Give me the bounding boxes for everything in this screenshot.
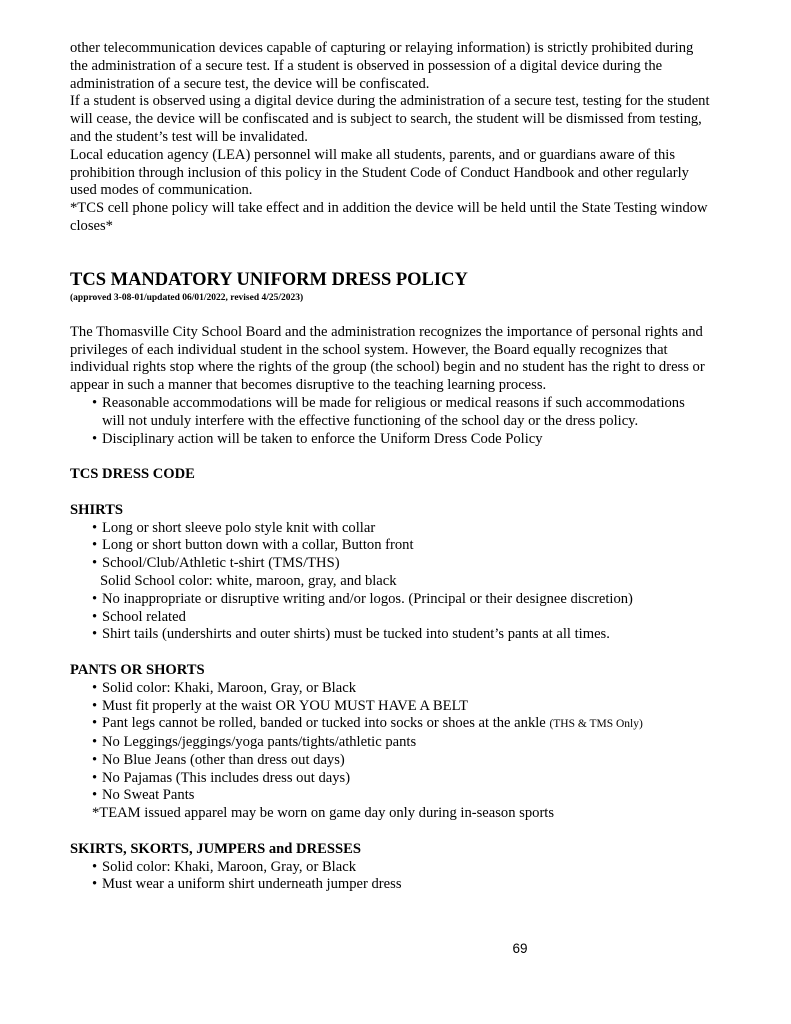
intro-paragraph-3: Local education agency (LEA) personnel will make all students, parents, and or guardians aware of this prohibition through inclusion of this policy in the Student Code of Conduct Handbook and other regularly used modes of communication. — [70, 146, 689, 199]
policy-title: TCS MANDATORY UNIFORM DRESS POLICY — [70, 269, 468, 290]
intro-paragraph-1: other telecommunication devices capable of capturing or relaying information) is strictly prohibited during the administration of a secure test. If a student is observed in possession of a digital device during the administration of a secure test, the device will be confiscated. — [70, 40, 694, 92]
policy-paragraph: The Thomasville City School Board and the administration recognizes the importance of personal rights and privileges of each individual student in the school system. However, the Board equally recognizes that individual rights stop where the rights of the group (the school) begin and no student has the right to dress or appear in such a manner that becomes disruptive to the teaching learning process. — [70, 323, 705, 394]
pants-item-7: • No Sweat Pants — [92, 787, 710, 805]
intro-paragraph-2: If a student is observed using a digital device during the administration of a secure test, testing for the student will cease, the device will be confiscated and is subject to search, the student will be dismissed from testing, and the student’s test will be invalidated. — [70, 93, 710, 145]
policy-bullet-list — [70, 395, 710, 448]
dress-code-title: TCS DRESS CODE — [70, 466, 195, 483]
intro-paragraph-4: *TCS cell phone policy will take effect and in addition the device will be held until the State Testing window closes* — [70, 200, 708, 234]
skirts-heading: SKIRTS, SKORTS, JUMPERS and DRESSES — [70, 840, 361, 857]
shirts-item-6: • Shirt tails (undershirts and outer shirts) must be tucked into student’s pants at all times. — [92, 626, 710, 644]
pants-item-3-note: (THS & TMS Only) — [549, 718, 643, 731]
pants-heading: PANTS OR SHORTS — [70, 661, 205, 678]
document-page — [70, 40, 710, 894]
policy-bullet-2: • Disciplinary action will be taken to enforce the Uniform Dress Code Policy — [92, 431, 710, 449]
policy-bullet-1: • Reasonable accommodations will be made for religious or medical reasons if such accommodations will not unduly interfere with the effective functioning of the school day or the dress policy. — [92, 395, 710, 431]
shirts-item-5: • School related — [92, 609, 710, 627]
page-number: 69 — [512, 941, 528, 956]
skirts-item-2: • Must wear a uniform shirt underneath jumper dress — [92, 876, 710, 894]
pants-item-2: • Must fit properly at the waist OR YOU MUST HAVE A BELT — [92, 698, 710, 716]
pants-item-6: • No Pajamas (This includes dress out days) — [92, 770, 710, 788]
policy-approved-dates: (approved 3-08-01/updated 06/01/2022, revised 4/25/2023) — [70, 292, 304, 303]
pants-item-5: • No Blue Jeans (other than dress out days) — [92, 752, 710, 770]
pants-team-note: *TEAM issued apparel may be worn on game day only during in-season sports — [92, 805, 555, 822]
shirts-list — [70, 520, 710, 573]
pants-item-1: • Solid color: Khaki, Maroon, Gray, or Black — [92, 680, 710, 698]
shirts-item-4: • No inappropriate or disruptive writing and/or logos. (Principal or their designee discretion) — [92, 591, 710, 609]
pants-item-3-text: Pant legs cannot be rolled, banded or tucked into socks or shoes at the ankle — [102, 715, 546, 732]
skirts-list — [70, 859, 710, 895]
pants-item-4: • No Leggings/jeggings/yoga pants/tights/athletic pants — [92, 734, 710, 752]
shirts-school-color-line: Solid School color: white, maroon, gray, and black — [100, 572, 397, 589]
pants-item-3 — [92, 715, 710, 734]
pants-list — [70, 680, 710, 806]
shirts-item-2: • Long or short button down with a collar, Button front — [92, 537, 710, 555]
shirts-heading: SHIRTS — [70, 501, 124, 518]
skirts-item-1: • Solid color: Khaki, Maroon, Gray, or Black — [92, 859, 710, 877]
shirts-list-continued — [70, 591, 710, 644]
shirts-item-3: • School/Club/Athletic t-shirt (TMS/THS) — [92, 555, 710, 573]
shirts-item-1: • Long or short sleeve polo style knit with collar — [92, 520, 710, 538]
